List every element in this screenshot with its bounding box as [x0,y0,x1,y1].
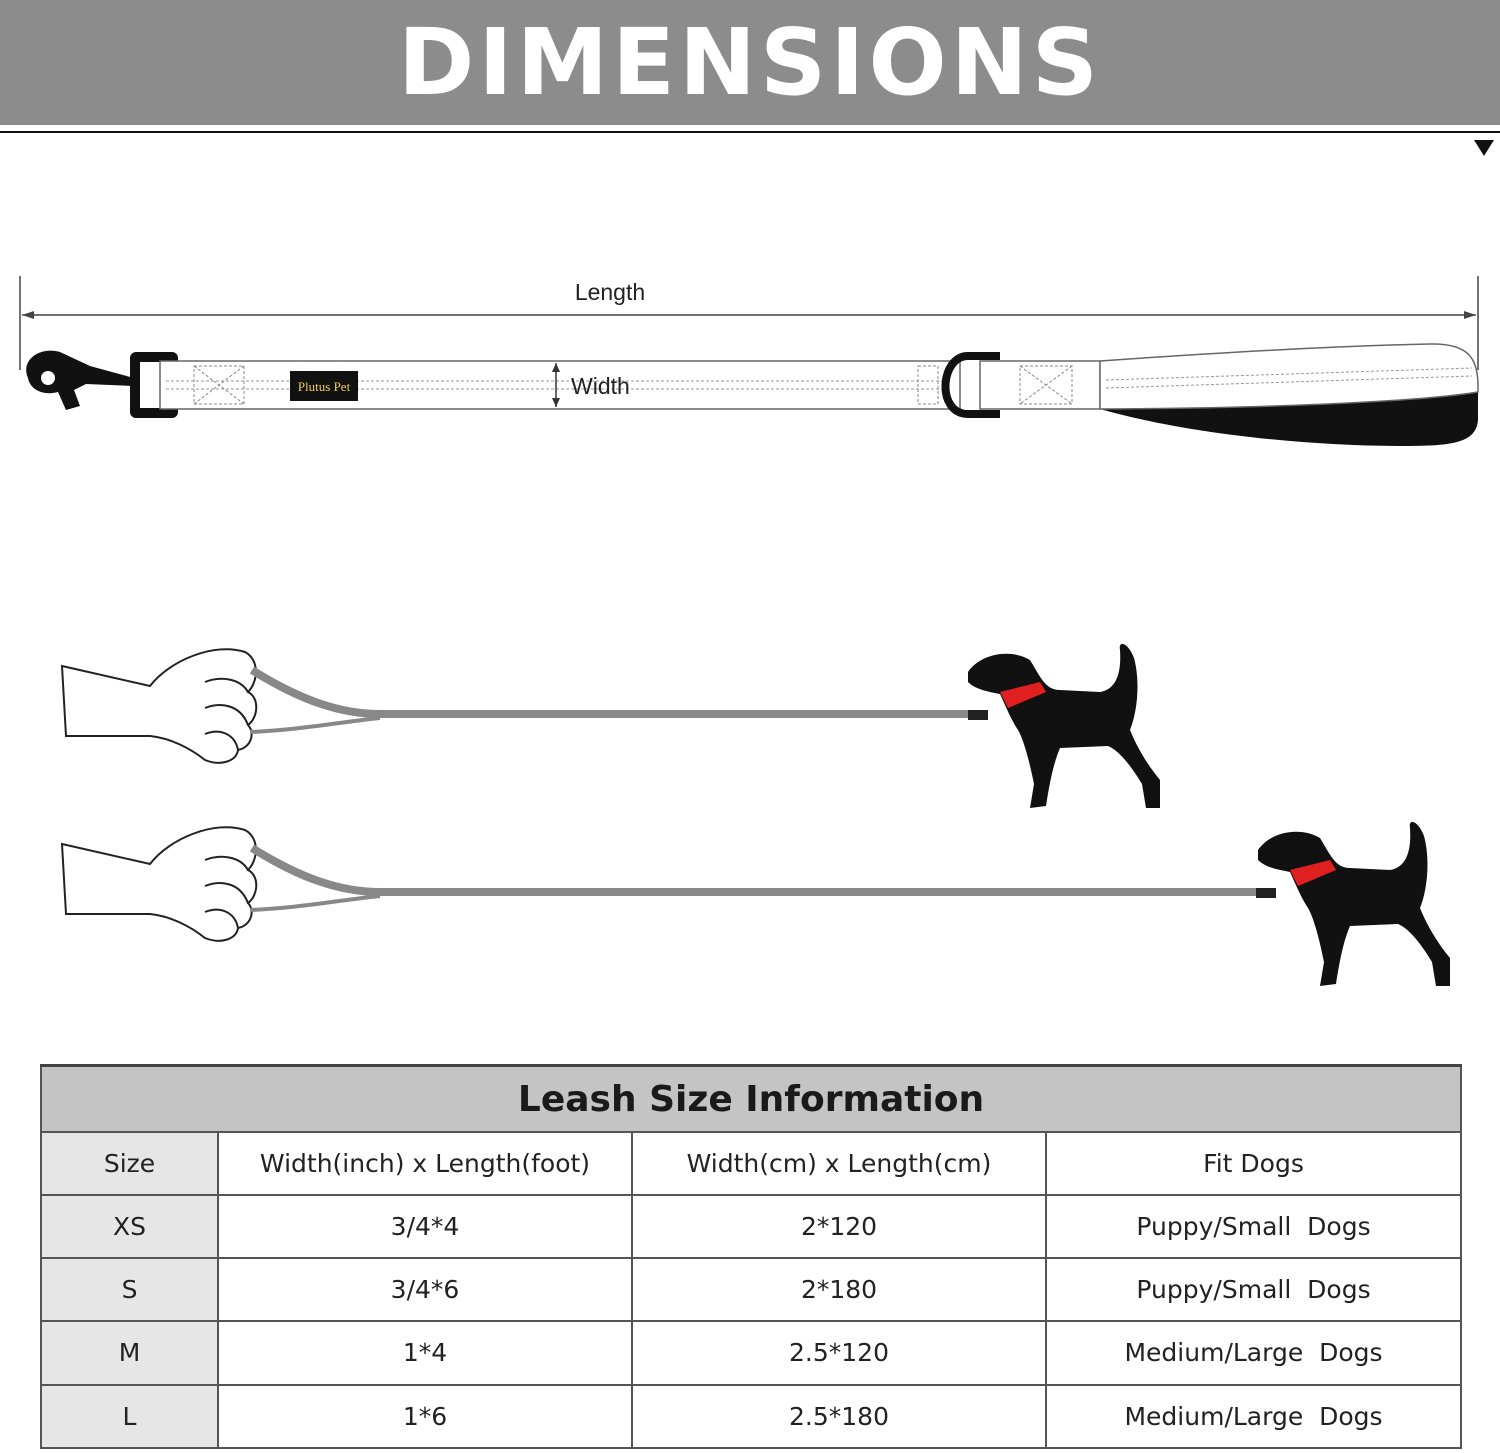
table-header-row [41,1132,1461,1194]
imperial-cell: 3/4*6 [218,1258,632,1321]
leash-line [250,670,980,732]
size-cell: M [41,1321,218,1384]
page-title: DIMENSIONS [398,9,1102,116]
metric-cell: 2.5*120 [632,1321,1046,1384]
hand-icon [62,649,256,763]
dog-icon [1258,822,1450,986]
table-row [41,1321,1461,1384]
size-cell: L [41,1385,218,1448]
metric-cell: 2*180 [632,1258,1046,1321]
fit-cell: Medium/Large Dogs [1046,1321,1461,1384]
fit-cell: Puppy/Small Dogs [1046,1195,1461,1258]
column-header-imperial: Width(inch) x Length(foot) [218,1132,632,1194]
walking-illustration-long [0,808,1500,998]
length-label: Length [574,279,646,305]
header-divider [0,131,1500,133]
column-header-fit: Fit Dogs [1046,1132,1461,1194]
length-arrow-left [22,311,34,319]
metric-cell: 2.5*180 [632,1385,1046,1448]
brand-tag-label: Plutus Pet [297,379,351,394]
leash-line [250,848,1262,910]
snap-hook-icon [26,351,178,418]
imperial-cell: 3/4*4 [218,1195,632,1258]
size-cell: XS [41,1195,218,1258]
table-row [41,1385,1461,1448]
table-title: Leash Size Information [41,1066,1461,1133]
imperial-cell: 1*6 [218,1385,632,1448]
leash-dimension-diagram [0,260,1500,460]
hand-icon [62,827,256,941]
column-header-size: Size [41,1132,218,1194]
metric-cell: 2*120 [632,1195,1046,1258]
fit-cell: Medium/Large Dogs [1046,1385,1461,1448]
dog-icon [968,644,1160,808]
column-header-metric: Width(cm) x Length(cm) [632,1132,1046,1194]
imperial-cell: 1*4 [218,1321,632,1384]
leash-clip [1256,888,1276,898]
leash-clip [968,710,988,720]
width-label: Width [571,373,630,399]
table-row [41,1195,1461,1258]
table-row [41,1258,1461,1321]
leash-strap [160,361,960,409]
triangle-down-icon [1474,140,1494,156]
leash-size-table [40,1064,1462,1449]
size-cell: S [41,1258,218,1321]
walking-illustration-short [0,630,1500,820]
fit-cell: Puppy/Small Dogs [1046,1258,1461,1321]
length-arrow-right [1464,311,1476,319]
